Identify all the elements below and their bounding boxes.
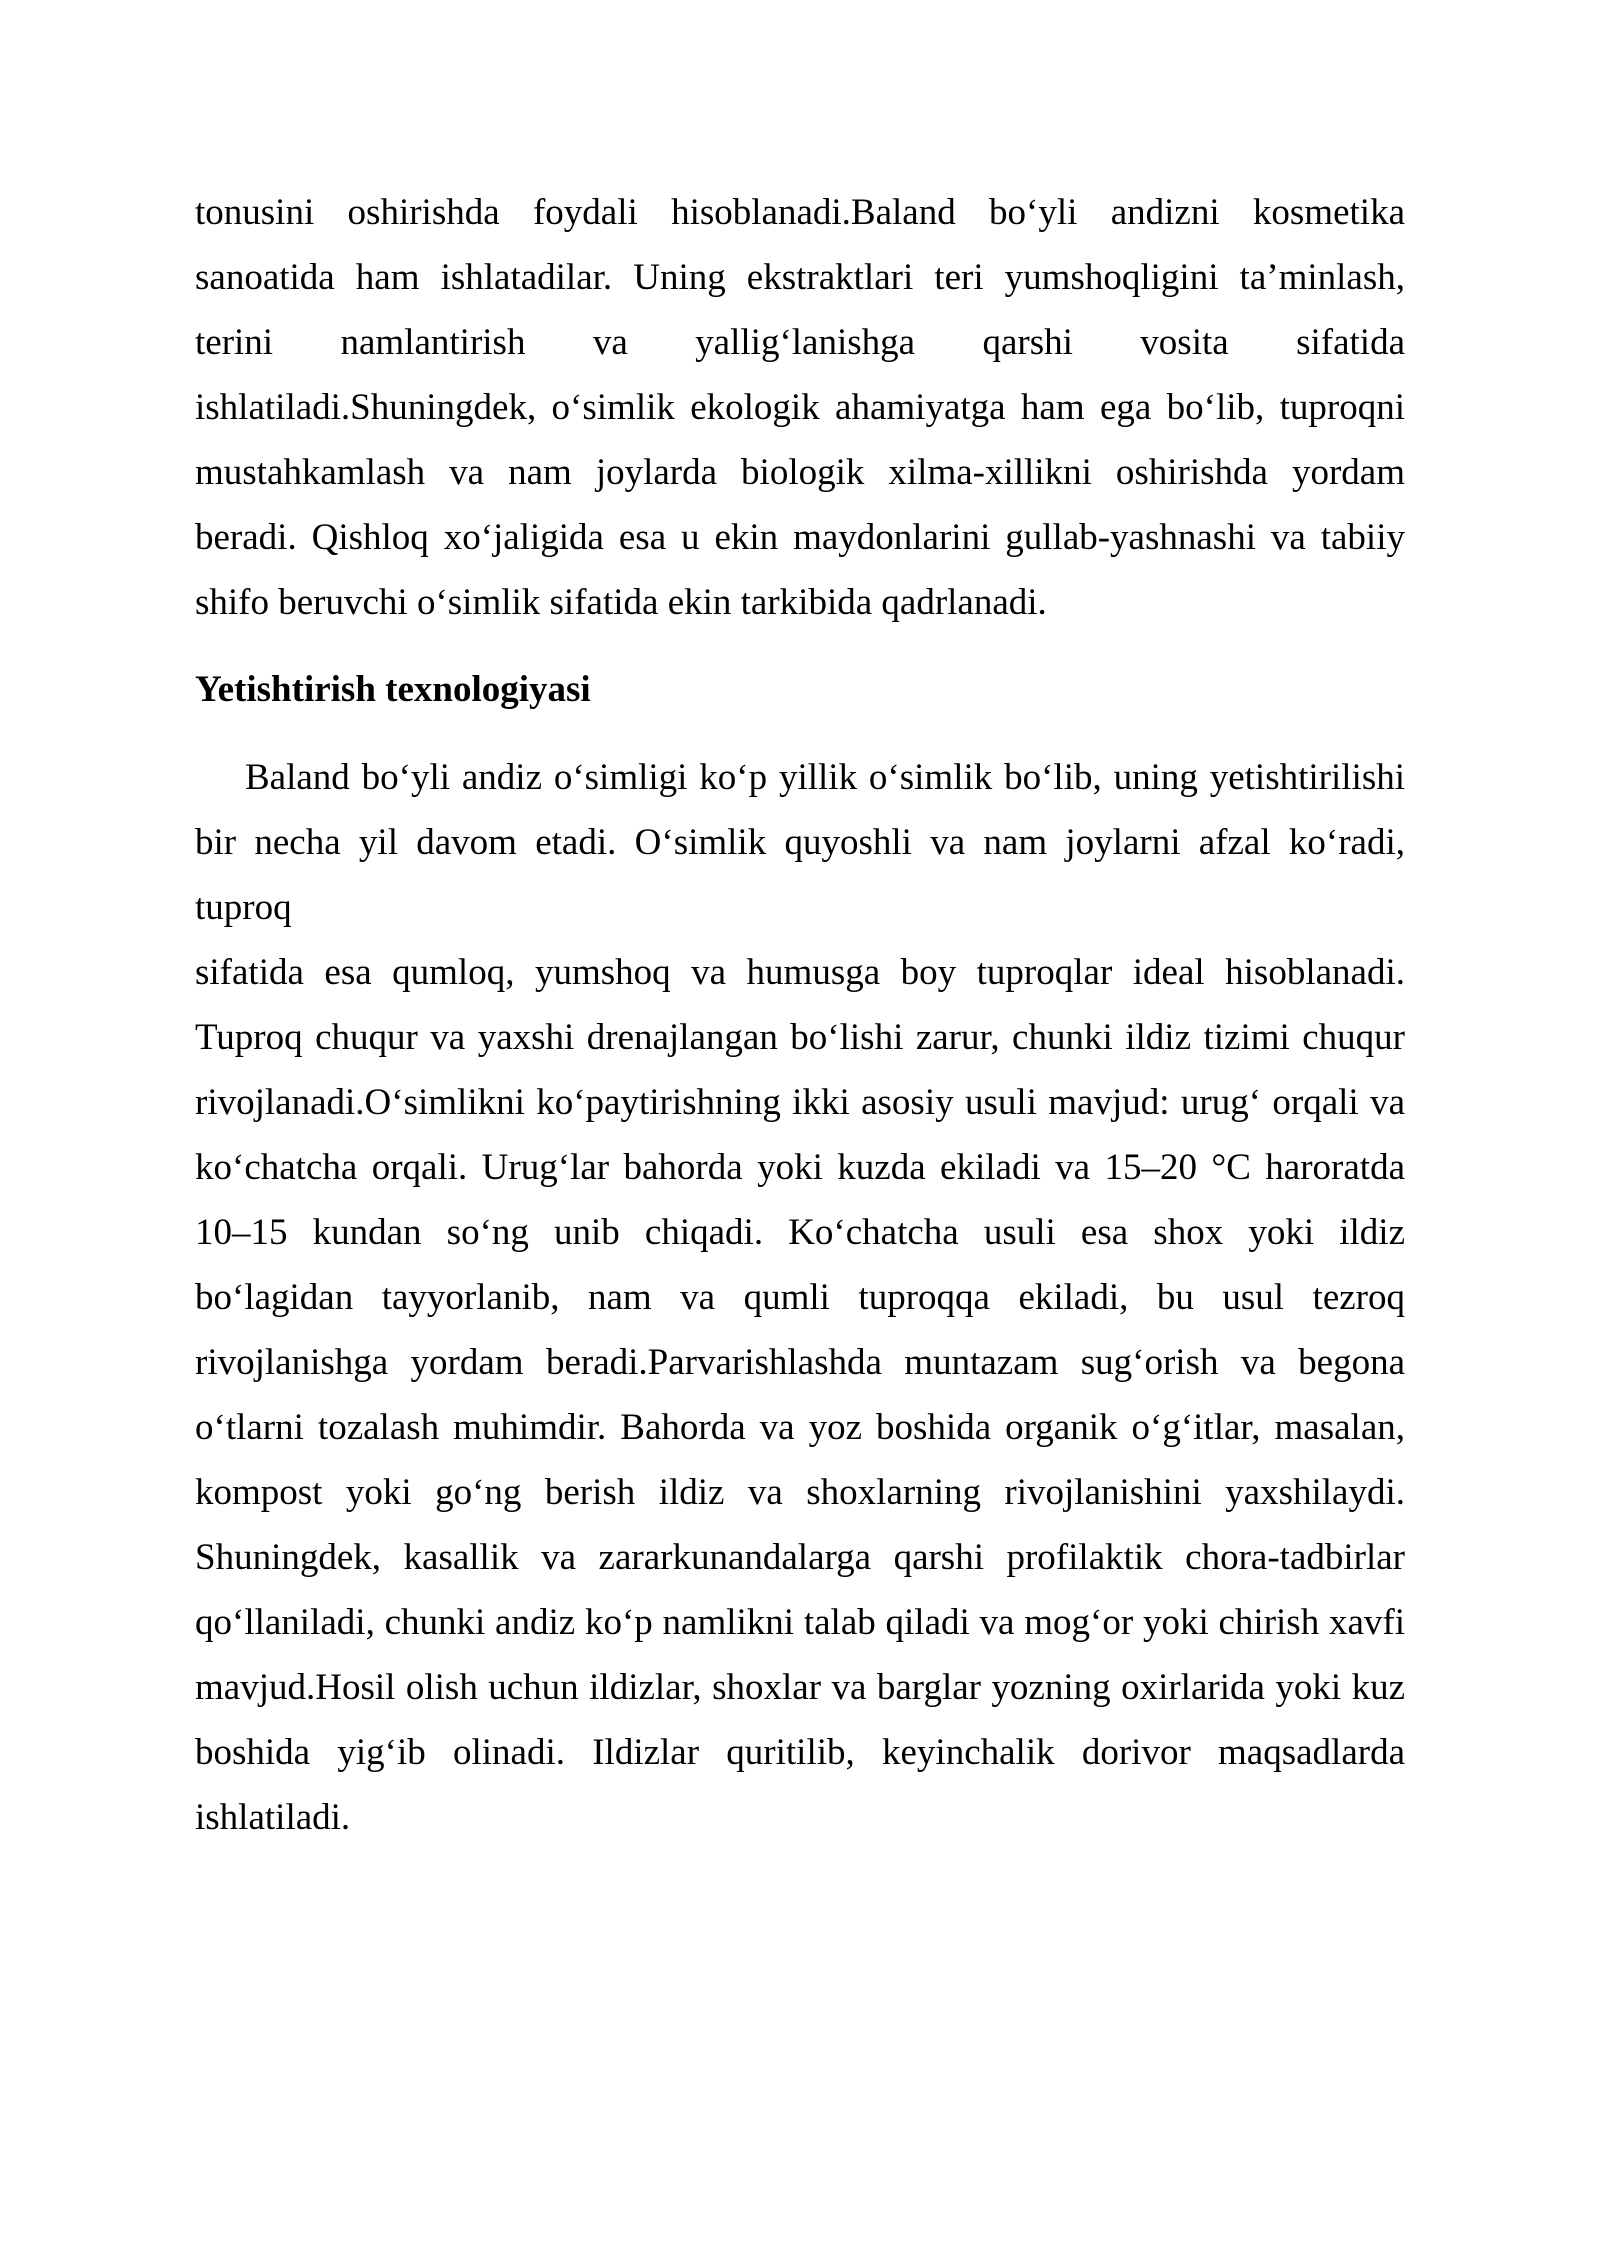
text-line: o‘tlarni tozalash muhimdir. Bahorda va yoz boshida organik o‘g‘itlar, masalan, [195, 1407, 1405, 1448]
section-heading: Yetishtirish texnologiyasi [195, 669, 591, 710]
text-line: mustahkamlash va nam joylarda biologik xilma-xillikni oshirishda yordam [195, 452, 1405, 493]
text-line: rivojlanadi.O‘simlikni ko‘paytirishning ikki asosiy usuli mavjud: urug‘ orqali va [195, 1082, 1405, 1123]
text-line: boshida yig‘ib olinadi. Ildizlar quritilib, keyinchalik dorivor maqsadlarda [195, 1732, 1405, 1773]
paragraph [195, 180, 1405, 635]
text-line: rivojlanishga yordam beradi.Parvarishlashda muntazam sug‘orish va begona [195, 1342, 1405, 1383]
text-line: Shuningdek, kasallik va zararkunandalarga qarshi profilaktik chora-tadbirlar [195, 1537, 1405, 1578]
text-line: shifo beruvchi o‘simlik sifatida ekin tarkibida qadrlanadi. [195, 582, 1047, 623]
text-line: Baland bo‘yli andiz o‘simligi ko‘p yillik o‘simlik bo‘lib, uning yetishtirilishi [245, 757, 1405, 798]
text-line: kompost yoki go‘ng berish ildiz va shoxlarning rivojlanishini yaxshilaydi. [195, 1472, 1405, 1513]
document-content [195, 180, 1405, 1850]
text-line: mavjud.Hosil olish uchun ildizlar, shoxlar va barglar yozning oxirlarida yoki kuz [195, 1667, 1405, 1708]
text-line: ko‘chatcha orqali. Urug‘lar bahorda yoki kuzda ekiladi va 15–20 °C haroratda [195, 1147, 1405, 1188]
paragraph [195, 745, 1405, 1850]
text-line: bir necha yil davom etadi. O‘simlik quyoshli va nam joylarni afzal ko‘radi, tuproq [195, 822, 1405, 928]
text-line: ishlatiladi. [195, 1797, 351, 1838]
text-line: ishlatiladi.Shuningdek, o‘simlik ekologik ahamiyatga ham ega bo‘lib, tuproqni [195, 387, 1405, 428]
text-line: tonusini oshirishda foydali hisoblanadi.Baland bo‘yli andizni kosmetika [195, 192, 1405, 233]
text-line: Tuproq chuqur va yaxshi drenajlangan bo‘lishi zarur, chunki ildiz tizimi chuqur [195, 1017, 1405, 1058]
text-line: sanoatida ham ishlatadilar. Uning ekstraktlari teri yumshoqligini ta’minlash, [195, 257, 1405, 298]
text-line: terini namlantirish va yallig‘lanishga qarshi vosita sifatida [195, 322, 1405, 363]
text-line: 10–15 kundan so‘ng unib chiqadi. Ko‘chatcha usuli esa shox yoki ildiz [195, 1212, 1405, 1253]
text-line: beradi. Qishloq xo‘jaligida esa u ekin maydonlarini gullab-yashnashi va tabiiy [195, 517, 1405, 558]
text-line: sifatida esa qumloq, yumshoq va humusga boy tuproqlar ideal hisoblanadi. [195, 952, 1405, 993]
text-line: bo‘lagidan tayyorlanib, nam va qumli tuproqqa ekiladi, bu usul tezroq [195, 1277, 1405, 1318]
text-line: qo‘llaniladi, chunki andiz ko‘p namlikni talab qiladi va mog‘or yoki chirish xavfi [195, 1602, 1405, 1643]
